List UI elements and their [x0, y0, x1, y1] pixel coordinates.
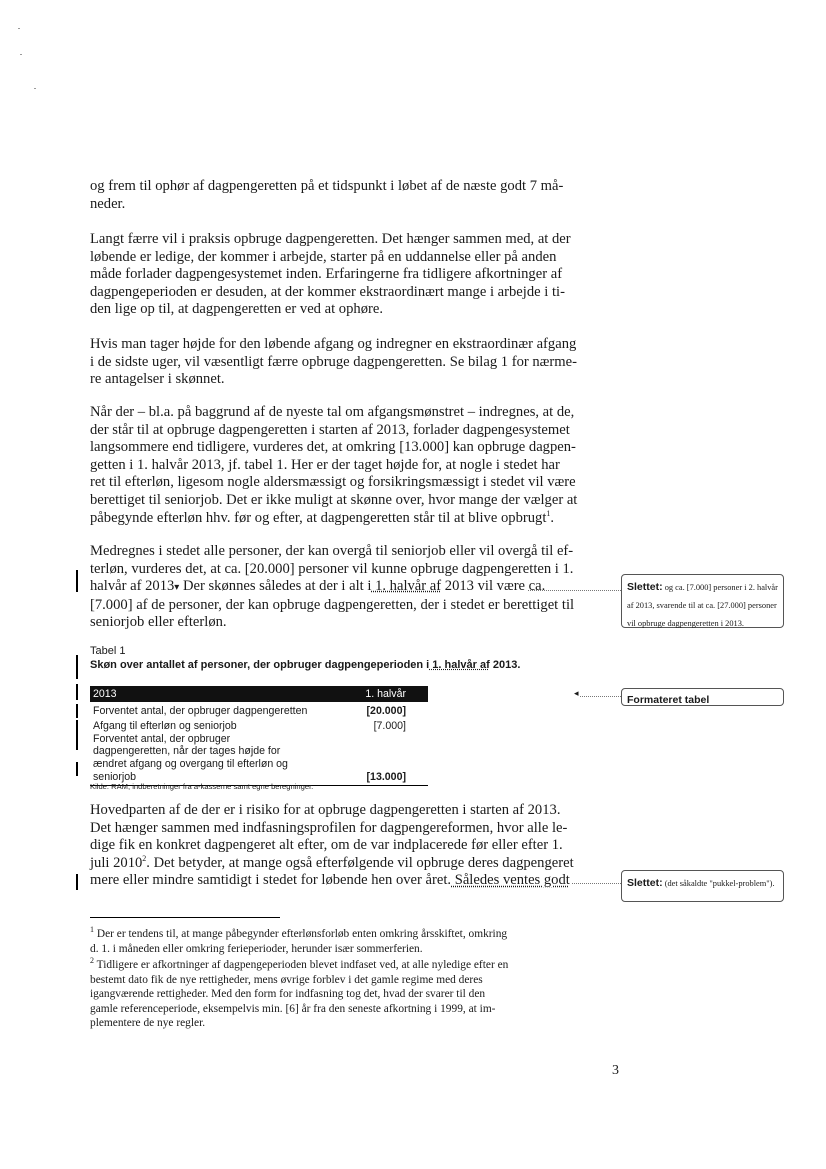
text-line: Når der – bl.a. på baggrund af de nyeste tal om afgangsmønstret – indregnes, at de, — [90, 404, 575, 420]
text-run: halvår af 2013 — [90, 578, 175, 595]
text-line — [90, 872, 582, 890]
table-header-row — [90, 686, 428, 702]
change-bar — [76, 684, 78, 700]
page-number: 3 — [612, 1063, 619, 1078]
text-line: løbende er ledige, der kommer i arbejde, starter på en uddannelse eller på anden — [90, 248, 557, 265]
table-cell: Forventet antal, der opbruger dagpengeretten — [93, 705, 308, 717]
text-line: der står til at opbruge dagpengeretten i starten af 2013, forlader dagpengesystemet — [90, 421, 570, 438]
change-bar — [76, 720, 78, 750]
comment-leader-line — [528, 590, 621, 591]
footnote-ref: 2 — [142, 853, 147, 863]
changed-text: Således ventes godt — [451, 872, 570, 889]
footnote — [90, 927, 582, 956]
footnote-line: d. 1. i måneden eller omkring ferieperioder, herunder især sommerferien. — [90, 942, 423, 955]
text-line: seniorjob eller efterløn. — [90, 614, 227, 631]
scan-speck — [34, 88, 36, 89]
text-line: påbegynde efterløn hhv. før og efter, at dagpengeretten står til at blive opbrugt$^1$. — [90, 508, 555, 526]
text-line: Medregnes i stedet alle personer, der kan overgå til seniorjob eller vil overgå til ef- — [90, 543, 574, 559]
scan-speck — [20, 54, 22, 55]
change-bar — [76, 704, 78, 718]
footnote-ref: 1 — [546, 508, 551, 518]
arrow-left-icon: ◂ — [574, 689, 579, 699]
data-table — [90, 686, 428, 786]
comment-label: Formateret tabel — [627, 694, 710, 706]
comment-balloon-deleted[interactable] — [621, 870, 784, 902]
footnote-line: gamle referenceperiode, eksempelvis min. [6] år fra den seneste afkortning i 1999, at im- — [90, 1002, 496, 1015]
footnote — [90, 958, 582, 1031]
scan-speck — [18, 28, 20, 29]
table-header-cell: 2013 — [90, 686, 313, 702]
comment-label: Slettet: — [627, 877, 663, 889]
footnote-number: 2 — [90, 956, 94, 966]
table-title — [90, 659, 520, 671]
footnote-line — [90, 927, 582, 942]
text-line: dige fik en konkret dagpengeret alt efter, om de var indplacerede før eller efter 1. — [90, 837, 563, 854]
table-source: Kilde: RAM, indberetninger fra a-kasserne samt egne beregninger. — [90, 782, 314, 791]
deletion-marker: ▾ — [174, 582, 180, 594]
text-line: langsommere end tidligere, vurderes det, at omkring [13.000] kan opbruge dagpen- — [90, 439, 576, 456]
text-run: mere eller mindre samtidigt i stedet for løbende hen over året. — [90, 872, 452, 889]
text-line: Langt færre vil i praksis opbruge dagpengeretten. Det hænger sammen med, at der — [90, 231, 571, 247]
text-line: i de sidste uger, vil væsentligt færre opbruge dagpengeretten. Se bilag 1 for nærme- — [90, 353, 577, 370]
text-line: og frem til ophør af dagpengeretten på et tidspunkt i løbet af de næste godt 7 må- — [90, 178, 564, 194]
text-run: Tidligere er afkortninger af dagpengeperioden blevet indfaset ved, at alle nyledige efter en — [96, 959, 509, 971]
footnote-line: bestemt dato fik de nye rettigheder, mens øvrige forblev i det gamle regime med deres — [90, 973, 483, 986]
change-bar — [76, 655, 78, 679]
text-line: Det hænger sammen med indfasningsprofilen for dagpengereformen, hvor alle le- — [90, 819, 568, 836]
text-run: Der skønnes således at der i alt i — [179, 578, 372, 595]
change-bar — [76, 762, 78, 776]
table-cell: Forventet antal, der opbruger dagpengeretten, når der tages højde for ændret afgang og overgang til efterløn og seniorjob — [90, 733, 313, 786]
text-run: . Det betyder, at mange også efterfølgende vil opbruge deres dagpengeret — [146, 854, 574, 871]
text-line: måde forlader dagpengesystemet inden. Erfaringerne fra tidligere afkortninger af — [90, 266, 563, 283]
table-cell: Afgang til efterløn og seniorjob — [93, 719, 237, 732]
text-run: Der er tendens til, at mange påbegynder efterlønsforløb enten omkring årsskiftet, omkring — [96, 928, 508, 940]
changed-text: 1. halvår af — [371, 578, 442, 595]
change-bar — [76, 874, 78, 890]
table-row — [90, 718, 428, 733]
text-line: Hvis man tager højde for den løbende afgang og indregner en ekstraordinær afgang — [90, 336, 577, 352]
text-line: [7.000] af de personer, der kan opbruge dagpengeretten, der i stedet er berettiget til — [90, 596, 575, 613]
change-bar — [76, 570, 78, 592]
footnote-line — [90, 958, 582, 973]
comment-text: (det såkaldte "pukkel-problem"). — [662, 879, 775, 888]
text-line: ret til efterløn, ligesom nogle aldersmæssigt og forsikringsmæssigt i stedet vil være — [90, 474, 576, 491]
changed-text: 1. halvår af — [429, 659, 490, 671]
text-line: neder. — [90, 195, 126, 212]
text-run: påbegynde efterløn hhv. før og efter, at dagpengeretten står til at blive opbrugt — [90, 509, 547, 526]
paragraph — [90, 802, 582, 890]
comment-text: og ca. [7.000] personer i 2. halvår af 2013, svarende til at ca. [27.000] personer vil opbruge dagpengeretten i 2013. — [627, 583, 778, 628]
comment-label: Slettet: — [627, 581, 663, 593]
text-run: 2013 vil være ca. — [441, 578, 546, 595]
paragraph — [90, 336, 582, 389]
table-label: Tabel 1 — [90, 645, 126, 657]
paragraph — [90, 178, 582, 213]
table-cell: [7.000] — [373, 719, 406, 732]
text-line: Hovedparten af de der er i risiko for at opbruge dagpengeretten i starten af 2013. — [90, 802, 561, 818]
text-line: den lige op til, at dagpengeretten er ved at ophøre. — [90, 301, 383, 318]
table-cell: [20.000] — [366, 705, 406, 717]
text-run: Skøn over antallet af personer, der opbruger dagpengeperioden i — [90, 659, 430, 671]
text-run: 2013. — [489, 659, 521, 671]
text-line: dagpengeperioden er desuden, at der kommer ekstraordinært mange i arbejde i ti- — [90, 283, 565, 300]
text-line — [90, 855, 582, 873]
text-line: berettiget til seniorjob. Det er ikke muligt at skønne over, hvor mange der vælger at — [90, 491, 578, 508]
comment-leader-line — [572, 883, 621, 884]
comment-balloon-formatted[interactable] — [621, 688, 784, 706]
text-run: juli 2010 — [90, 854, 143, 871]
table-header-cell: 1. halvår — [313, 686, 428, 702]
paragraph — [90, 543, 582, 632]
table-cell: [13.000] — [313, 733, 428, 786]
paragraph — [90, 231, 582, 319]
table-row — [90, 733, 428, 786]
paragraph — [90, 404, 582, 527]
comment-leader-line — [580, 696, 621, 697]
comment-balloon-deleted[interactable] — [621, 574, 784, 628]
text-line: re antagelser i skønnet. — [90, 371, 225, 388]
footnote-line: plementere de nye regler. — [90, 1017, 206, 1029]
footnote-number: 1 — [90, 925, 94, 935]
footnote-separator — [90, 917, 280, 918]
text-line: getten i 1. halvår 2013, jf. tabel 1. Her er der taget højde for, at nogle i stedet har — [90, 456, 560, 473]
text-line: terløn, vurderes det, at ca. [20.000] personer vil kunne opbruge dagpengeretten i 1. — [90, 560, 574, 577]
table-row — [90, 702, 428, 718]
footnote-line: igangværende rettigheder. Med den form for indfasning tog det, hvad der svarer til den — [90, 988, 486, 1000]
text-line — [90, 578, 582, 597]
